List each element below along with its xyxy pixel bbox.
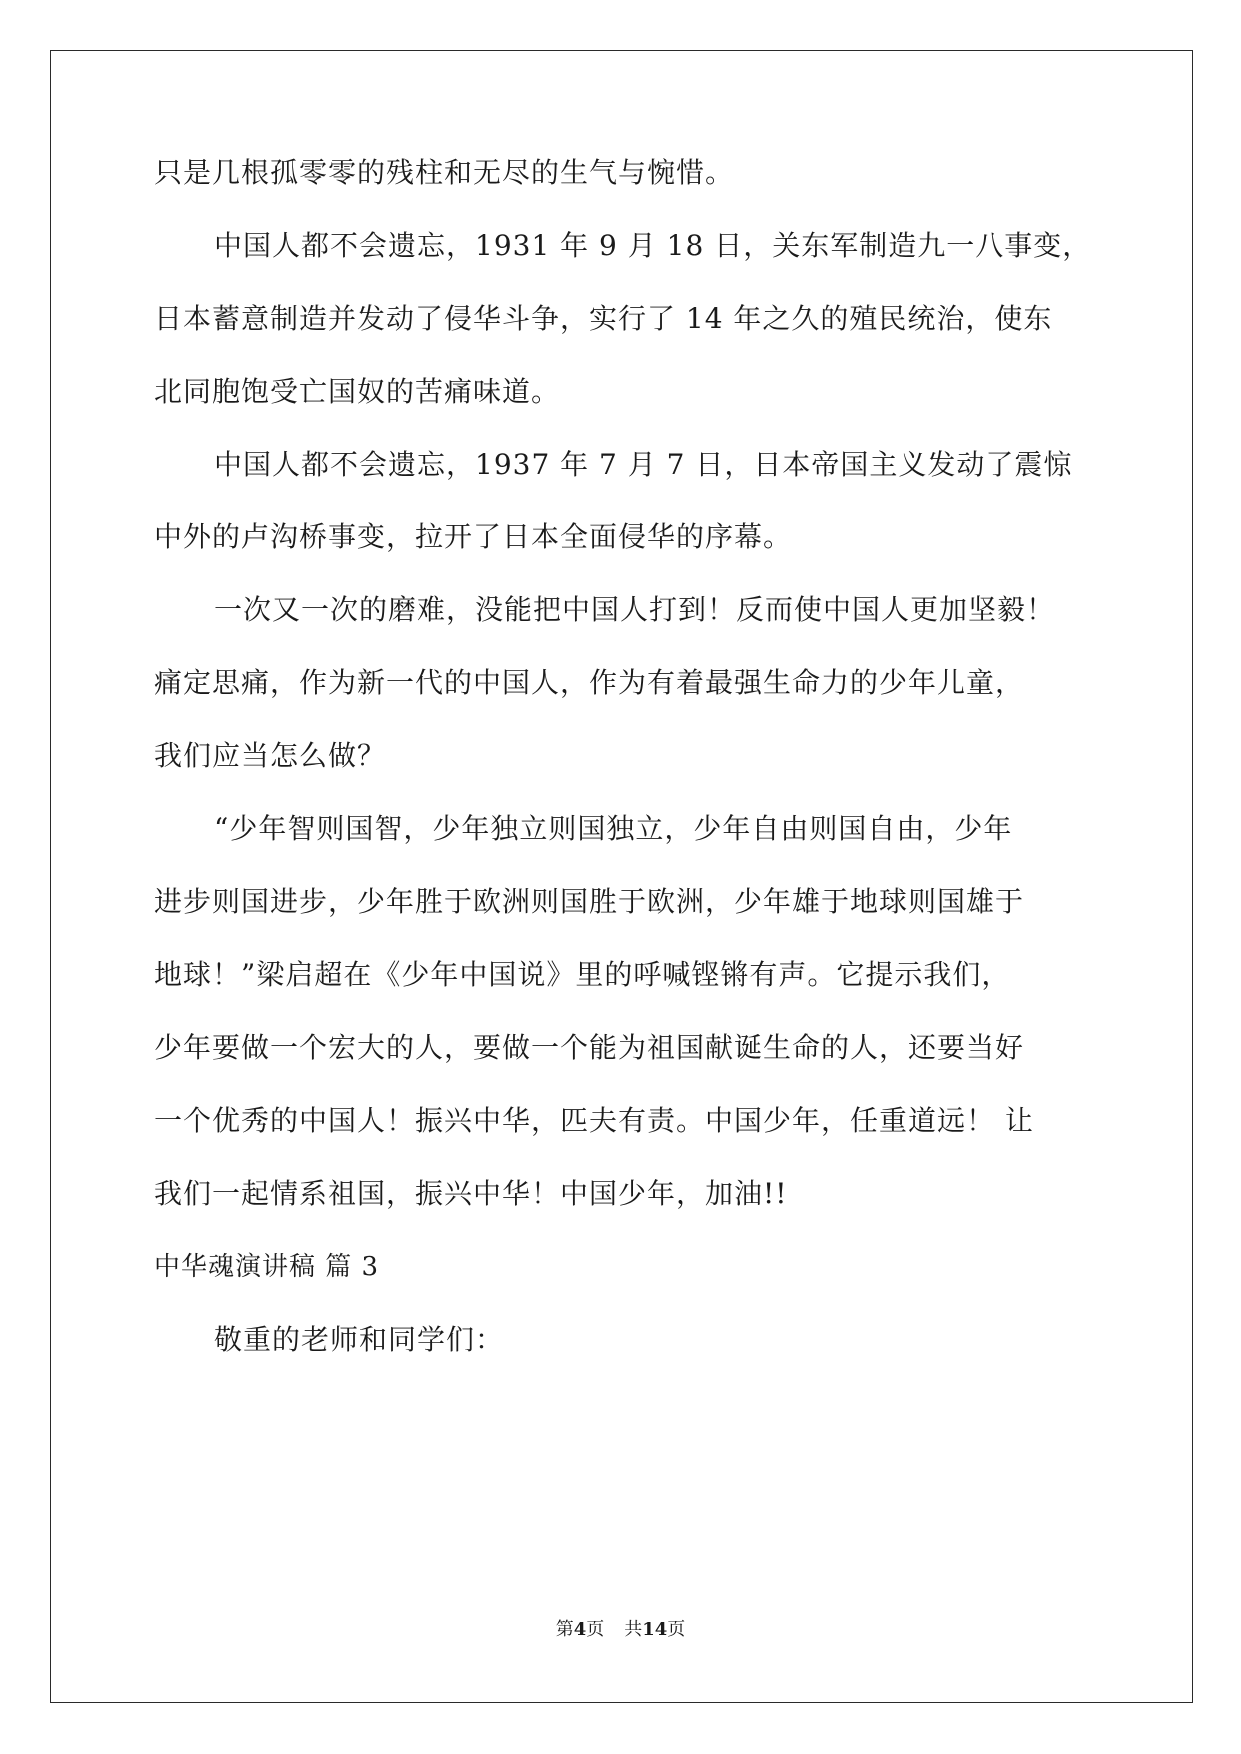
text-line-1: 只是几根孤零零的残柱和无尽的生气与惋惜。 bbox=[154, 156, 735, 189]
text-line-11: 进步则国进步，少年胜于欧洲则国胜于欧洲，少年雄于地球则国雄于 bbox=[154, 885, 1025, 918]
text-line-10: “少年智则国智，少年独立则国独立，少年自由则国自由，少年 bbox=[214, 812, 1013, 845]
text-line-15: 我们一起情系祖国，振兴中华！中国少年，加油!! bbox=[154, 1177, 788, 1210]
page-border bbox=[50, 50, 1193, 1703]
footer-page-suffix: 页 bbox=[586, 1619, 605, 1640]
text-line-7: 一次又一次的磨难，没能把中国人打到！反而使中国人更加坚毅！ bbox=[214, 593, 1056, 626]
footer-total-prefix: 共 bbox=[624, 1619, 643, 1640]
text-line-4: 北同胞饱受亡国奴的苦痛味道。 bbox=[154, 375, 561, 408]
salutation: 敬重的老师和同学们： bbox=[214, 1323, 505, 1356]
text-line-9: 我们应当怎么做？ bbox=[154, 739, 387, 772]
footer-total-pages: 14 bbox=[642, 1619, 668, 1640]
text-line-13: 少年要做一个宏大的人，要做一个能为祖国献诞生命的人，还要当好 bbox=[154, 1031, 1025, 1064]
text-line-2: 中国人都不会遗忘，1931 年 9 月 18 日，关东军制造九一八事变， bbox=[214, 229, 1092, 262]
footer-page-number: 4 bbox=[573, 1619, 587, 1640]
text-line-14: 一个优秀的中国人！振兴中华，匹夫有责。中国少年，任重道远！ 让 bbox=[154, 1104, 1034, 1137]
text-line-5: 中国人都不会遗忘，1937 年 7 月 7 日，日本帝国主义发动了震惊 bbox=[214, 448, 1073, 481]
text-line-12: 地球！”梁启超在《少年中国说》里的呼喊铿锵有声。它提示我们， bbox=[154, 958, 1011, 991]
text-line-8: 痛定思痛，作为新一代的中国人，作为有着最强生命力的少年儿童， bbox=[154, 666, 1025, 699]
footer-page-prefix: 第 bbox=[555, 1619, 574, 1640]
section-heading: 中华魂演讲稿 篇 3 bbox=[154, 1252, 380, 1282]
page-footer bbox=[0, 1618, 1241, 1642]
text-line-6: 中外的卢沟桥事变，拉开了日本全面侵华的序幕。 bbox=[154, 520, 793, 553]
footer-total-suffix: 页 bbox=[667, 1619, 686, 1640]
text-line-3: 日本蓄意制造并发动了侵华斗争，实行了 14 年之久的殖民统治，使东 bbox=[154, 302, 1053, 335]
